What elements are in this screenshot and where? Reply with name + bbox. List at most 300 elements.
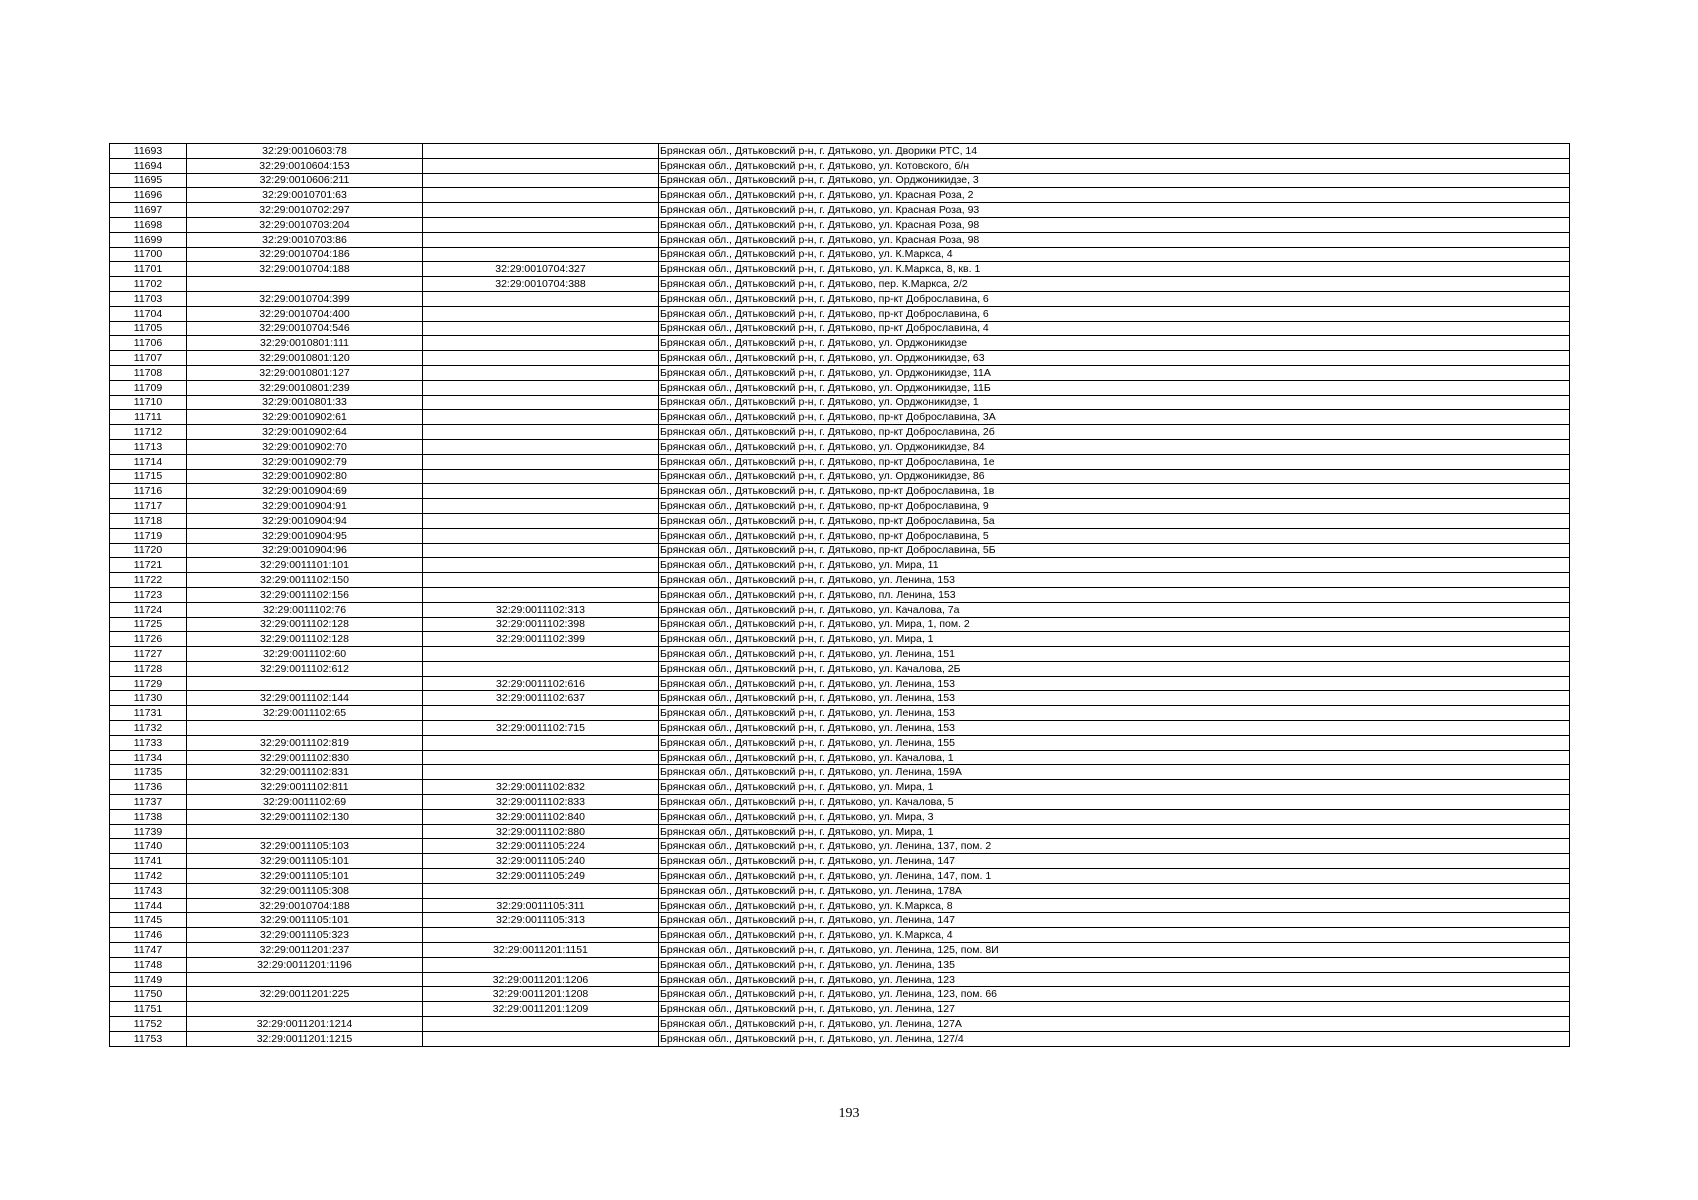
row-number-cell: 11706: [110, 336, 187, 351]
cadastral-number-cell: [187, 277, 423, 292]
address-cell: Брянская обл., Дятьковский р-н, г. Дятьково, пр-кт Доброславина, 6: [659, 306, 1570, 321]
linked-cadastral-number-cell: 32:29:0011105:224: [423, 839, 659, 854]
table-row: [110, 824, 1570, 839]
address-cell: Брянская обл., Дятьковский р-н, г. Дятьково, ул. Орджоникидзе, 84: [659, 439, 1570, 454]
address-cell: Брянская обл., Дятьковский р-н, г. Дятьково, ул. Мира, 3: [659, 809, 1570, 824]
cadastral-number-cell: 32:29:0010704:188: [187, 262, 423, 277]
table-row: [110, 661, 1570, 676]
address-cell: Брянская обл., Дятьковский р-н, г. Дятьково, ул. Ленина, 153: [659, 573, 1570, 588]
address-cell: Брянская обл., Дятьковский р-н, г. Дятьково, ул. Ленина, 135: [659, 957, 1570, 972]
table-row: [110, 883, 1570, 898]
row-number-cell: 11739: [110, 824, 187, 839]
linked-cadastral-number-cell: [423, 365, 659, 380]
address-cell: Брянская обл., Дятьковский р-н, г. Дятьково, пер. К.Маркса, 2/2: [659, 277, 1570, 292]
row-number-cell: 11710: [110, 395, 187, 410]
address-cell: Брянская обл., Дятьковский р-н, г. Дятьково, ул. Ленина, 127А: [659, 1017, 1570, 1032]
page-number: 193: [838, 1106, 860, 1121]
address-cell: Брянская обл., Дятьковский р-н, г. Дятьково, ул. Качалова, 1: [659, 750, 1570, 765]
linked-cadastral-number-cell: [423, 410, 659, 425]
linked-cadastral-number-cell: [423, 1017, 659, 1032]
address-cell: Брянская обл., Дятьковский р-н, г. Дятьково, ул. Красная Роза, 98: [659, 217, 1570, 232]
cadastral-number-cell: 32:29:0010902:79: [187, 454, 423, 469]
address-cell: Брянская обл., Дятьковский р-н, г. Дятьково, ул. Мира, 1: [659, 780, 1570, 795]
linked-cadastral-number-cell: 32:29:0011105:240: [423, 854, 659, 869]
row-number-cell: 11704: [110, 306, 187, 321]
cadastral-number-cell: 32:29:0010704:399: [187, 291, 423, 306]
table-row: [110, 676, 1570, 691]
property-table: [109, 143, 1570, 1047]
linked-cadastral-number-cell: 32:29:0010704:327: [423, 262, 659, 277]
row-number-cell: 11713: [110, 439, 187, 454]
linked-cadastral-number-cell: [423, 957, 659, 972]
linked-cadastral-number-cell: 32:29:0011102:637: [423, 691, 659, 706]
table-row: [110, 395, 1570, 410]
linked-cadastral-number-cell: 32:29:0011102:840: [423, 809, 659, 824]
table-row: [110, 735, 1570, 750]
cadastral-number-cell: 32:29:0010801:120: [187, 351, 423, 366]
row-number-cell: 11703: [110, 291, 187, 306]
row-number-cell: 11728: [110, 661, 187, 676]
table-row: [110, 247, 1570, 262]
cadastral-number-cell: 32:29:0011102:156: [187, 587, 423, 602]
cadastral-number-cell: 32:29:0010904:95: [187, 528, 423, 543]
row-number-cell: 11743: [110, 883, 187, 898]
address-cell: Брянская обл., Дятьковский р-н, г. Дятьково, пр-кт Доброславина, 5Б: [659, 543, 1570, 558]
address-cell: Брянская обл., Дятьковский р-н, г. Дятьково, ул. Красная Роза, 2: [659, 188, 1570, 203]
row-number-cell: 11730: [110, 691, 187, 706]
row-number-cell: 11735: [110, 765, 187, 780]
linked-cadastral-number-cell: [423, 750, 659, 765]
table-row: [110, 321, 1570, 336]
row-number-cell: 11737: [110, 795, 187, 810]
address-cell: Брянская обл., Дятьковский р-н, г. Дятьково, ул. Орджоникидзе, 11Б: [659, 380, 1570, 395]
cadastral-number-cell: 32:29:0011102:60: [187, 647, 423, 662]
cadastral-number-cell: 32:29:0010702:297: [187, 203, 423, 218]
linked-cadastral-number-cell: [423, 217, 659, 232]
address-cell: Брянская обл., Дятьковский р-н, г. Дятьково, пл. Ленина, 153: [659, 587, 1570, 602]
row-number-cell: 11714: [110, 454, 187, 469]
table-row: [110, 513, 1570, 528]
address-cell: Брянская обл., Дятьковский р-н, г. Дятьково, пр-кт Доброславина, 4: [659, 321, 1570, 336]
cadastral-number-cell: 32:29:0010701:63: [187, 188, 423, 203]
cadastral-number-cell: 32:29:0010904:91: [187, 499, 423, 514]
table-row: [110, 721, 1570, 736]
row-number-cell: 11727: [110, 647, 187, 662]
table-body: [110, 144, 1570, 1047]
address-cell: Брянская обл., Дятьковский р-н, г. Дятьково, ул. Качалова, 5: [659, 795, 1570, 810]
cadastral-number-cell: 32:29:0010704:188: [187, 898, 423, 913]
cadastral-number-cell: 32:29:0010801:127: [187, 365, 423, 380]
linked-cadastral-number-cell: 32:29:0011201:1206: [423, 972, 659, 987]
cadastral-number-cell: [187, 676, 423, 691]
address-cell: Брянская обл., Дятьковский р-н, г. Дятьково, ул. К.Маркса, 4: [659, 247, 1570, 262]
table-row: [110, 558, 1570, 573]
row-number-cell: 11749: [110, 972, 187, 987]
row-number-cell: 11744: [110, 898, 187, 913]
cadastral-number-cell: 32:29:0011102:819: [187, 735, 423, 750]
linked-cadastral-number-cell: [423, 454, 659, 469]
cadastral-number-cell: [187, 721, 423, 736]
row-number-cell: 11720: [110, 543, 187, 558]
cadastral-number-cell: 32:29:0011102:612: [187, 661, 423, 676]
linked-cadastral-number-cell: [423, 1031, 659, 1046]
linked-cadastral-number-cell: 32:29:0011102:399: [423, 632, 659, 647]
cadastral-number-cell: 32:29:0011102:144: [187, 691, 423, 706]
linked-cadastral-number-cell: 32:29:0011102:616: [423, 676, 659, 691]
address-cell: Брянская обл., Дятьковский р-н, г. Дятьково, ул. Качалова, 2Б: [659, 661, 1570, 676]
address-cell: Брянская обл., Дятьковский р-н, г. Дятьково, ул. Ленина, 153: [659, 691, 1570, 706]
cadastral-number-cell: 32:29:0011102:76: [187, 602, 423, 617]
address-cell: Брянская обл., Дятьковский р-н, г. Дятьково, пр-кт Доброславина, 6: [659, 291, 1570, 306]
row-number-cell: 11742: [110, 869, 187, 884]
linked-cadastral-number-cell: 32:29:0011105:249: [423, 869, 659, 884]
row-number-cell: 11724: [110, 602, 187, 617]
linked-cadastral-number-cell: 32:29:0011102:715: [423, 721, 659, 736]
linked-cadastral-number-cell: 32:29:0010704:388: [423, 277, 659, 292]
table-row: [110, 706, 1570, 721]
row-number-cell: 11705: [110, 321, 187, 336]
address-cell: Брянская обл., Дятьковский р-н, г. Дятьково, пр-кт Доброславина, 3А: [659, 410, 1570, 425]
table-row: [110, 1017, 1570, 1032]
address-cell: Брянская обл., Дятьковский р-н, г. Дятьково, ул. Красная Роза, 98: [659, 232, 1570, 247]
linked-cadastral-number-cell: 32:29:0011201:1208: [423, 987, 659, 1002]
linked-cadastral-number-cell: [423, 528, 659, 543]
table-row: [110, 528, 1570, 543]
cadastral-number-cell: 32:29:0010902:64: [187, 425, 423, 440]
linked-cadastral-number-cell: [423, 336, 659, 351]
address-cell: Брянская обл., Дятьковский р-н, г. Дятьково, ул. Мира, 1, пом. 2: [659, 617, 1570, 632]
row-number-cell: 11733: [110, 735, 187, 750]
table-row: [110, 795, 1570, 810]
table-row: [110, 217, 1570, 232]
linked-cadastral-number-cell: [423, 469, 659, 484]
table-row: [110, 1031, 1570, 1046]
cadastral-number-cell: 32:29:0010904:94: [187, 513, 423, 528]
row-number-cell: 11694: [110, 158, 187, 173]
table-row: [110, 750, 1570, 765]
table-row: [110, 943, 1570, 958]
row-number-cell: 11750: [110, 987, 187, 1002]
table-row: [110, 869, 1570, 884]
row-number-cell: 11696: [110, 188, 187, 203]
linked-cadastral-number-cell: [423, 321, 659, 336]
address-cell: Брянская обл., Дятьковский р-н, г. Дятьково, ул. Мира, 11: [659, 558, 1570, 573]
address-cell: Брянская обл., Дятьковский р-н, г. Дятьково, пр-кт Доброславина, 9: [659, 499, 1570, 514]
linked-cadastral-number-cell: [423, 765, 659, 780]
table-row: [110, 1002, 1570, 1017]
table-row: [110, 765, 1570, 780]
row-number-cell: 11740: [110, 839, 187, 854]
row-number-cell: 11722: [110, 573, 187, 588]
linked-cadastral-number-cell: [423, 543, 659, 558]
table-row: [110, 158, 1570, 173]
row-number-cell: 11698: [110, 217, 187, 232]
cadastral-number-cell: 32:29:0010902:61: [187, 410, 423, 425]
table-row: [110, 425, 1570, 440]
table-row: [110, 913, 1570, 928]
row-number-cell: 11702: [110, 277, 187, 292]
table-row: [110, 632, 1570, 647]
linked-cadastral-number-cell: 32:29:0011201:1209: [423, 1002, 659, 1017]
cadastral-number-cell: 32:29:0011102:130: [187, 809, 423, 824]
linked-cadastral-number-cell: [423, 661, 659, 676]
address-cell: Брянская обл., Дятьковский р-н, г. Дятьково, ул. Красная Роза, 93: [659, 203, 1570, 218]
row-number-cell: 11732: [110, 721, 187, 736]
cadastral-number-cell: 32:29:0010902:70: [187, 439, 423, 454]
row-number-cell: 11726: [110, 632, 187, 647]
linked-cadastral-number-cell: [423, 158, 659, 173]
table-row: [110, 587, 1570, 602]
linked-cadastral-number-cell: [423, 883, 659, 898]
table-row: [110, 573, 1570, 588]
cadastral-number-cell: [187, 824, 423, 839]
address-cell: Брянская обл., Дятьковский р-н, г. Дятьково, ул. Ленина, 127: [659, 1002, 1570, 1017]
table-row: [110, 232, 1570, 247]
address-cell: Брянская обл., Дятьковский р-н, г. Дятьково, пр-кт Доброславина, 2б: [659, 425, 1570, 440]
table-row: [110, 277, 1570, 292]
address-cell: Брянская обл., Дятьковский р-н, г. Дятьково, ул. К.Маркса, 8: [659, 898, 1570, 913]
table-row: [110, 469, 1570, 484]
cadastral-number-cell: 32:29:0011105:103: [187, 839, 423, 854]
row-number-cell: 11741: [110, 854, 187, 869]
linked-cadastral-number-cell: [423, 395, 659, 410]
address-cell: Брянская обл., Дятьковский р-н, г. Дятьково, ул. Ленина, 153: [659, 706, 1570, 721]
row-number-cell: 11745: [110, 913, 187, 928]
address-cell: Брянская обл., Дятьковский р-н, г. Дятьково, пр-кт Доброславина, 1е: [659, 454, 1570, 469]
cadastral-number-cell: 32:29:0011102:128: [187, 632, 423, 647]
cadastral-number-cell: [187, 1002, 423, 1017]
table-row: [110, 691, 1570, 706]
linked-cadastral-number-cell: [423, 513, 659, 528]
linked-cadastral-number-cell: [423, 425, 659, 440]
cadastral-number-cell: 32:29:0010904:96: [187, 543, 423, 558]
row-number-cell: 11729: [110, 676, 187, 691]
table-row: [110, 484, 1570, 499]
cadastral-number-cell: 32:29:0011102:128: [187, 617, 423, 632]
row-number-cell: 11695: [110, 173, 187, 188]
row-number-cell: 11699: [110, 232, 187, 247]
table-row: [110, 203, 1570, 218]
address-cell: Брянская обл., Дятьковский р-н, г. Дятьково, ул. Ленина, 159А: [659, 765, 1570, 780]
address-cell: Брянская обл., Дятьковский р-н, г. Дятьково, ул. Котовского, б/н: [659, 158, 1570, 173]
cadastral-number-cell: 32:29:0011102:830: [187, 750, 423, 765]
cadastral-number-cell: 32:29:0011201:1215: [187, 1031, 423, 1046]
address-cell: Брянская обл., Дятьковский р-н, г. Дятьково, ул. Мира, 1: [659, 632, 1570, 647]
linked-cadastral-number-cell: 32:29:0011102:313: [423, 602, 659, 617]
row-number-cell: 11747: [110, 943, 187, 958]
linked-cadastral-number-cell: 32:29:0011105:313: [423, 913, 659, 928]
cadastral-number-cell: 32:29:0011105:101: [187, 869, 423, 884]
linked-cadastral-number-cell: [423, 558, 659, 573]
linked-cadastral-number-cell: [423, 306, 659, 321]
row-number-cell: 11708: [110, 365, 187, 380]
linked-cadastral-number-cell: 32:29:0011102:832: [423, 780, 659, 795]
row-number-cell: 11736: [110, 780, 187, 795]
linked-cadastral-number-cell: [423, 735, 659, 750]
row-number-cell: 11716: [110, 484, 187, 499]
table-row: [110, 188, 1570, 203]
table-row: [110, 439, 1570, 454]
address-cell: Брянская обл., Дятьковский р-н, г. Дятьково, ул. Ленина, 137, пом. 2: [659, 839, 1570, 854]
address-cell: Брянская обл., Дятьковский р-н, г. Дятьково, ул. Орджоникидзе, 1: [659, 395, 1570, 410]
linked-cadastral-number-cell: [423, 587, 659, 602]
linked-cadastral-number-cell: [423, 203, 659, 218]
table-row: [110, 380, 1570, 395]
cadastral-number-cell: 32:29:0010801:239: [187, 380, 423, 395]
address-cell: Брянская обл., Дятьковский р-н, г. Дятьково, пр-кт Доброславина, 5а: [659, 513, 1570, 528]
cadastral-number-cell: 32:29:0011102:65: [187, 706, 423, 721]
address-cell: Брянская обл., Дятьковский р-н, г. Дятьково, ул. Ленина, 153: [659, 721, 1570, 736]
cadastral-number-cell: 32:29:0010704:546: [187, 321, 423, 336]
address-cell: Брянская обл., Дятьковский р-н, г. Дятьково, ул. Орджоникидзе, 86: [659, 469, 1570, 484]
address-cell: Брянская обл., Дятьковский р-н, г. Дятьково, ул. Ленина, 147: [659, 854, 1570, 869]
cadastral-number-cell: 32:29:0010704:186: [187, 247, 423, 262]
table-row: [110, 898, 1570, 913]
address-cell: Брянская обл., Дятьковский р-н, г. Дятьково, ул. Мира, 1: [659, 824, 1570, 839]
row-number-cell: 11693: [110, 144, 187, 159]
address-cell: Брянская обл., Дятьковский р-н, г. Дятьково, пр-кт Доброславина, 5: [659, 528, 1570, 543]
table-row: [110, 365, 1570, 380]
cadastral-number-cell: 32:29:0010904:69: [187, 484, 423, 499]
address-cell: Брянская обл., Дятьковский р-н, г. Дятьково, ул. Дворики РТС, 14: [659, 144, 1570, 159]
table-row: [110, 809, 1570, 824]
row-number-cell: 11723: [110, 587, 187, 602]
cadastral-number-cell: 32:29:0011105:101: [187, 854, 423, 869]
linked-cadastral-number-cell: [423, 573, 659, 588]
table-row: [110, 780, 1570, 795]
cadastral-number-cell: 32:29:0011105:101: [187, 913, 423, 928]
address-cell: Брянская обл., Дятьковский р-н, г. Дятьково, ул. Ленина, 127/4: [659, 1031, 1570, 1046]
cadastral-number-cell: 32:29:0010603:78: [187, 144, 423, 159]
address-cell: Брянская обл., Дятьковский р-н, г. Дятьково, ул. Орджоникидзе, 3: [659, 173, 1570, 188]
table-row: [110, 972, 1570, 987]
table-row: [110, 854, 1570, 869]
linked-cadastral-number-cell: [423, 380, 659, 395]
cadastral-number-cell: 32:29:0010801:111: [187, 336, 423, 351]
cadastral-number-cell: 32:29:0010902:80: [187, 469, 423, 484]
table-row: [110, 351, 1570, 366]
linked-cadastral-number-cell: [423, 291, 659, 306]
linked-cadastral-number-cell: [423, 484, 659, 499]
table-row: [110, 957, 1570, 972]
table-row: [110, 262, 1570, 277]
address-cell: Брянская обл., Дятьковский р-н, г. Дятьково, ул. К.Маркса, 4: [659, 928, 1570, 943]
table-row: [110, 454, 1570, 469]
address-cell: Брянская обл., Дятьковский р-н, г. Дятьково, ул. Ленина, 147: [659, 913, 1570, 928]
table-row: [110, 173, 1570, 188]
table-row: [110, 336, 1570, 351]
address-cell: Брянская обл., Дятьковский р-н, г. Дятьково, ул. Орджоникидзе, 63: [659, 351, 1570, 366]
row-number-cell: 11709: [110, 380, 187, 395]
row-number-cell: 11731: [110, 706, 187, 721]
row-number-cell: 11751: [110, 1002, 187, 1017]
linked-cadastral-number-cell: [423, 706, 659, 721]
row-number-cell: 11711: [110, 410, 187, 425]
cadastral-number-cell: 32:29:0010703:86: [187, 232, 423, 247]
linked-cadastral-number-cell: 32:29:0011105:311: [423, 898, 659, 913]
cadastral-number-cell: 32:29:0010604:153: [187, 158, 423, 173]
row-number-cell: 11725: [110, 617, 187, 632]
row-number-cell: 11738: [110, 809, 187, 824]
cadastral-number-cell: 32:29:0011201:1196: [187, 957, 423, 972]
address-cell: Брянская обл., Дятьковский р-н, г. Дятьково, ул. Ленина, 155: [659, 735, 1570, 750]
linked-cadastral-number-cell: 32:29:0011102:833: [423, 795, 659, 810]
linked-cadastral-number-cell: [423, 499, 659, 514]
table-row: [110, 617, 1570, 632]
row-number-cell: 11697: [110, 203, 187, 218]
table-row: [110, 306, 1570, 321]
cadastral-number-cell: [187, 972, 423, 987]
row-number-cell: 11717: [110, 499, 187, 514]
cadastral-number-cell: 32:29:0011105:323: [187, 928, 423, 943]
table-row: [110, 291, 1570, 306]
linked-cadastral-number-cell: [423, 647, 659, 662]
table-row: [110, 602, 1570, 617]
address-cell: Брянская обл., Дятьковский р-н, г. Дятьково, ул. Ленина, 151: [659, 647, 1570, 662]
linked-cadastral-number-cell: [423, 188, 659, 203]
row-number-cell: 11748: [110, 957, 187, 972]
table-row: [110, 543, 1570, 558]
linked-cadastral-number-cell: 32:29:0011102:880: [423, 824, 659, 839]
row-number-cell: 11715: [110, 469, 187, 484]
row-number-cell: 11701: [110, 262, 187, 277]
address-cell: Брянская обл., Дятьковский р-н, г. Дятьково, ул. Орджоникидзе: [659, 336, 1570, 351]
cadastral-number-cell: 32:29:0011102:831: [187, 765, 423, 780]
table-row: [110, 839, 1570, 854]
address-cell: Брянская обл., Дятьковский р-н, г. Дятьково, ул. Ленина, 123: [659, 972, 1570, 987]
table-row: [110, 928, 1570, 943]
table-row: [110, 987, 1570, 1002]
cadastral-number-cell: 32:29:0011201:1214: [187, 1017, 423, 1032]
row-number-cell: 11753: [110, 1031, 187, 1046]
linked-cadastral-number-cell: [423, 144, 659, 159]
linked-cadastral-number-cell: [423, 439, 659, 454]
cadastral-number-cell: 32:29:0010703:204: [187, 217, 423, 232]
address-cell: Брянская обл., Дятьковский р-н, г. Дятьково, ул. Ленина, 125, пом. 8И: [659, 943, 1570, 958]
row-number-cell: 11721: [110, 558, 187, 573]
address-cell: Брянская обл., Дятьковский р-н, г. Дятьково, ул. Ленина, 153: [659, 676, 1570, 691]
linked-cadastral-number-cell: 32:29:0011201:1151: [423, 943, 659, 958]
address-cell: Брянская обл., Дятьковский р-н, г. Дятьково, пр-кт Доброславина, 1в: [659, 484, 1570, 499]
row-number-cell: 11734: [110, 750, 187, 765]
cadastral-number-cell: 32:29:0010704:400: [187, 306, 423, 321]
row-number-cell: 11752: [110, 1017, 187, 1032]
cadastral-number-cell: 32:29:0010801:33: [187, 395, 423, 410]
cadastral-number-cell: 32:29:0011102:811: [187, 780, 423, 795]
table-row: [110, 410, 1570, 425]
linked-cadastral-number-cell: [423, 351, 659, 366]
address-cell: Брянская обл., Дятьковский р-н, г. Дятьково, ул. Ленина, 147, пом. 1: [659, 869, 1570, 884]
cadastral-number-cell: 32:29:0010606:211: [187, 173, 423, 188]
cadastral-number-cell: 32:29:0011102:69: [187, 795, 423, 810]
cadastral-number-cell: 32:29:0011102:150: [187, 573, 423, 588]
address-cell: Брянская обл., Дятьковский р-н, г. Дятьково, ул. Ленина, 178А: [659, 883, 1570, 898]
cadastral-number-cell: 32:29:0011105:308: [187, 883, 423, 898]
linked-cadastral-number-cell: [423, 232, 659, 247]
table-row: [110, 647, 1570, 662]
linked-cadastral-number-cell: [423, 173, 659, 188]
address-cell: Брянская обл., Дятьковский р-н, г. Дятьково, ул. К.Маркса, 8, кв. 1: [659, 262, 1570, 277]
row-number-cell: 11707: [110, 351, 187, 366]
cadastral-number-cell: 32:29:0011201:237: [187, 943, 423, 958]
table-row: [110, 499, 1570, 514]
row-number-cell: 11700: [110, 247, 187, 262]
address-cell: Брянская обл., Дятьковский р-н, г. Дятьково, ул. Качалова, 7а: [659, 602, 1570, 617]
linked-cadastral-number-cell: [423, 928, 659, 943]
address-cell: Брянская обл., Дятьковский р-н, г. Дятьково, ул. Ленина, 123, пом. 66: [659, 987, 1570, 1002]
linked-cadastral-number-cell: [423, 247, 659, 262]
row-number-cell: 11718: [110, 513, 187, 528]
